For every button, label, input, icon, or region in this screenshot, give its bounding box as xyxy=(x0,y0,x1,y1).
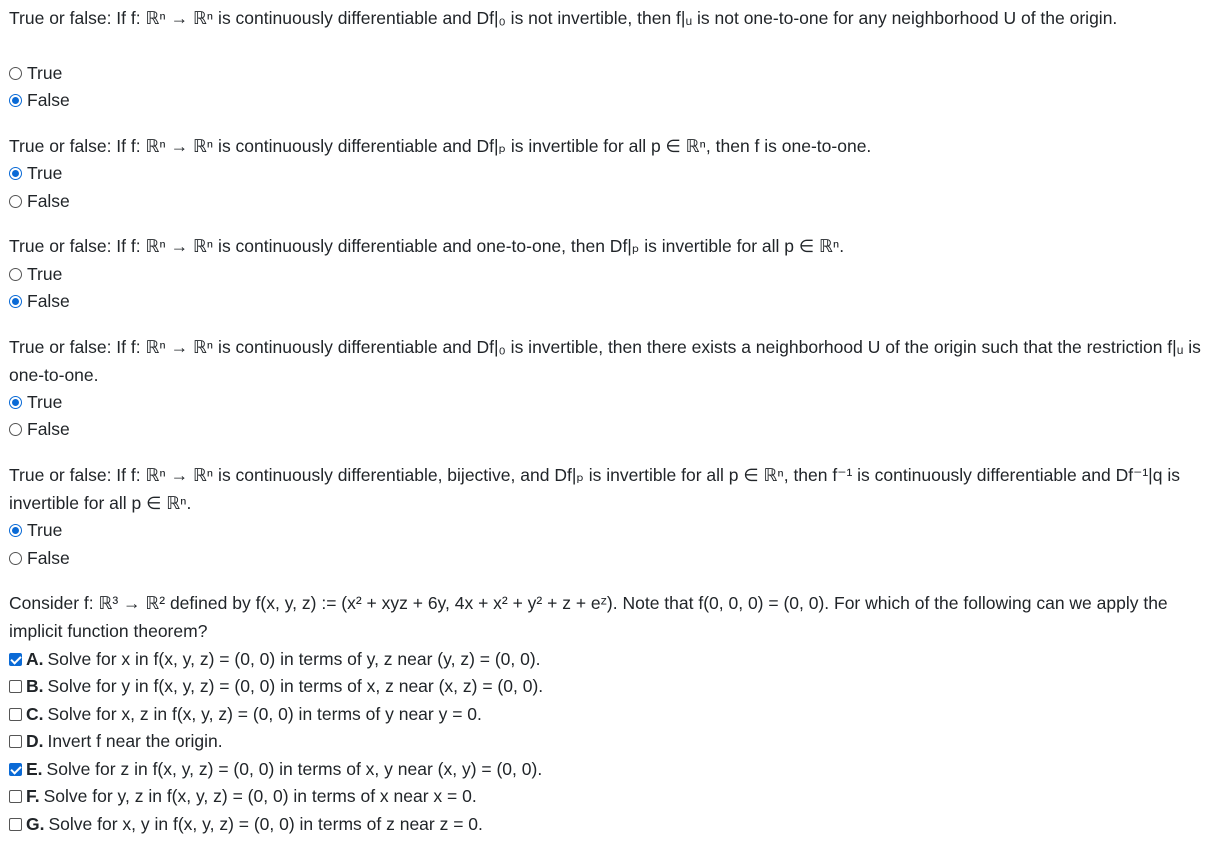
option-text: Solve for y in f(x, y, z) = (0, 0) in terms of x, z near (x, z) = (0, 0). xyxy=(47,675,544,696)
implicit-option-a[interactable] xyxy=(9,648,541,670)
option-letter: F. xyxy=(26,785,40,806)
question-4-option-false[interactable] xyxy=(9,418,70,440)
question-1-option-false[interactable] xyxy=(9,89,70,111)
option-label: False xyxy=(27,547,70,568)
implicit-question-text: Consider f: ℝ³ → ℝ² defined by f(x, y, z) := (x² + xyz + 6y, 4x + x² + y² + z + eᶻ). Note that f(0, 0, 0) = (0, 0). For which of the following can we apply the implicit function theorem? xyxy=(9,593,1168,641)
checkbox[interactable] xyxy=(9,708,22,721)
option-text: Solve for z in f(x, y, z) = (0, 0) in terms of x, y near (x, y) = (0, 0). xyxy=(46,758,543,779)
question-3-text: True or false: If f: ℝⁿ → ℝⁿ is continuously differentiable and one-to-one, then Df|ₚ is invertible for all p ∈ ℝⁿ. xyxy=(9,236,845,256)
option-label: False xyxy=(27,418,70,439)
option-text: Solve for x, y in f(x, y, z) = (0, 0) in terms of z near z = 0. xyxy=(48,813,483,834)
implicit-option-d[interactable] xyxy=(9,730,223,752)
checkbox-checked[interactable] xyxy=(9,763,22,776)
option-label: True xyxy=(27,391,63,412)
question-2-text: True or false: If f: ℝⁿ → ℝⁿ is continuously differentiable and Df|ₚ is invertible for all p ∈ ℝⁿ, then f is one-to-one. xyxy=(9,136,872,156)
radio-button[interactable] xyxy=(9,195,22,208)
option-letter: G. xyxy=(26,813,45,834)
question-2-option-true[interactable] xyxy=(9,162,62,184)
option-text: Solve for x in f(x, y, z) = (0, 0) in terms of y, z near (y, z) = (0, 0). xyxy=(47,648,541,669)
checkbox[interactable] xyxy=(9,818,22,831)
question-5-option-false[interactable] xyxy=(9,547,70,569)
question-1-option-true[interactable] xyxy=(9,62,62,84)
radio-button[interactable] xyxy=(9,552,22,565)
option-letter: E. xyxy=(26,758,43,779)
radio-button-selected[interactable] xyxy=(9,167,22,180)
question-3-option-false[interactable] xyxy=(9,290,70,312)
option-label: False xyxy=(27,290,70,311)
question-1-text: True or false: If f: ℝⁿ → ℝⁿ is continuously differentiable and Df|₀ is not invertible, then f|ᵤ is not one-to-one for any neighborhood U of the origin. xyxy=(9,8,1118,28)
radio-button-selected[interactable] xyxy=(9,295,22,308)
option-label: True xyxy=(27,519,63,540)
checkbox-checked[interactable] xyxy=(9,653,22,666)
checkbox[interactable] xyxy=(9,735,22,748)
option-text: Solve for y, z in f(x, y, z) = (0, 0) in terms of x near x = 0. xyxy=(43,785,477,806)
option-label: True xyxy=(27,263,63,284)
question-5-text: True or false: If f: ℝⁿ → ℝⁿ is continuously differentiable, bijective, and Df|ₚ is invertible for all p ∈ ℝⁿ, then f⁻¹ is continuously differentiable and Df⁻¹|q is invertible for all p ∈ ℝⁿ. xyxy=(9,465,1180,513)
option-letter: D. xyxy=(26,730,44,751)
radio-button-selected[interactable] xyxy=(9,524,22,537)
option-text: Invert f near the origin. xyxy=(47,730,223,751)
radio-button-selected[interactable] xyxy=(9,94,22,107)
radio-button[interactable] xyxy=(9,268,22,281)
implicit-option-e[interactable] xyxy=(9,758,542,780)
checkbox[interactable] xyxy=(9,790,22,803)
option-label: False xyxy=(27,190,70,211)
question-4-option-true[interactable] xyxy=(9,391,62,413)
question-4-text: True or false: If f: ℝⁿ → ℝⁿ is continuously differentiable and Df|₀ is invertible, then there exists a neighborhood U of the origin such that the restriction f|ᵤ is one-to-one. xyxy=(9,337,1201,385)
implicit-option-c[interactable] xyxy=(9,703,482,725)
radio-button[interactable] xyxy=(9,67,22,80)
radio-button[interactable] xyxy=(9,423,22,436)
question-3-option-true[interactable] xyxy=(9,263,62,285)
option-label: True xyxy=(27,62,63,83)
radio-button-selected[interactable] xyxy=(9,396,22,409)
option-letter: C. xyxy=(26,703,44,724)
implicit-option-g[interactable] xyxy=(9,813,483,835)
option-label: False xyxy=(27,89,70,110)
implicit-option-f[interactable] xyxy=(9,785,477,807)
implicit-option-b[interactable] xyxy=(9,675,543,697)
option-letter: A. xyxy=(26,648,44,669)
option-label: True xyxy=(27,162,63,183)
question-5-option-true[interactable] xyxy=(9,519,62,541)
option-letter: B. xyxy=(26,675,44,696)
option-text: Solve for x, z in f(x, y, z) = (0, 0) in terms of y near y = 0. xyxy=(47,703,482,724)
question-2-option-false[interactable] xyxy=(9,190,70,212)
checkbox[interactable] xyxy=(9,680,22,693)
